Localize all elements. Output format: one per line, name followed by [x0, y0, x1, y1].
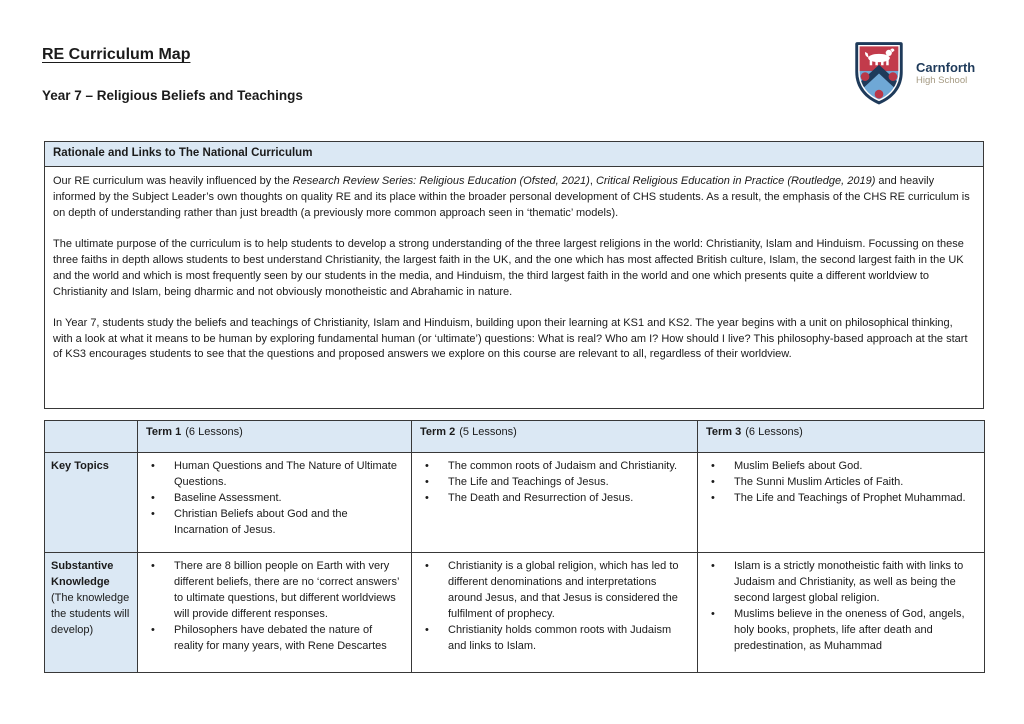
bullet-text: The Life and Teachings of Prophet Muhammad. [734, 491, 966, 504]
bullet-item [138, 459, 405, 491]
bullet-icon: • [151, 623, 155, 636]
row-label-text: Key Topics [51, 460, 109, 472]
curriculum-table [44, 420, 985, 673]
bullet-icon: • [425, 560, 429, 572]
bullet-icon: • [151, 491, 155, 504]
bullet-icon: • [151, 560, 155, 572]
bullet-text: Islam is a strictly monotheistic faith with links to Judaism and Christianity, as well as being the second largest global religion. [734, 560, 964, 604]
rationale-paragraph-2: The ultimate purpose of the curriculum is to help students to develop a strong understanding of the three largest religions in the world: Christianity, Islam and Hinduism. Focussing on these three faiths in depth allows students to best understand Christianity, the largest faith in the UK, and the one which has most affected British culture, Islam, the second largest faith in the UK and the world and which is most frequently seen by our students in the media, and Hinduism, the third largest faith in the world and one which presents quite a different worldview to Christianity and Islam, being dharmic and not obviously monotheistic and Abrahamic in nature. [53, 237, 964, 298]
bullet-item [698, 559, 978, 607]
table-corner-cell [45, 421, 138, 453]
key-topics-term3-cell [698, 453, 985, 553]
page-subtitle: Year 7 – Religious Beliefs and Teachings [42, 88, 303, 103]
bullet-item [138, 507, 405, 539]
bullet-item [138, 559, 405, 623]
page-title: RE Curriculum Map [42, 46, 191, 63]
bullet-text: The Life and Teachings of Jesus. [448, 475, 609, 488]
bullet-icon: • [711, 460, 715, 472]
key-topics-term1-cell [138, 453, 412, 553]
key-topics-term2-cell [412, 453, 698, 553]
bullet-icon: • [711, 607, 715, 620]
school-crest-icon [853, 40, 905, 111]
rationale-body [45, 167, 983, 408]
bullet-text: Christianity holds common roots with Judaism and links to Islam. [448, 623, 672, 652]
bullet-text: Christian Beliefs about God and the Incarnation of Jesus. [174, 507, 348, 536]
key-topics-row-label [45, 453, 138, 553]
term-1-label: Term 1 [146, 426, 182, 438]
bullet-icon: • [711, 475, 715, 488]
bullet-icon: • [151, 460, 155, 472]
term-2-label: Term 2 [420, 426, 456, 438]
bullet-icon: • [425, 475, 429, 488]
row-label-note: (The knowledge the students will develop) [51, 591, 130, 636]
bullet-item [698, 475, 978, 491]
rationale-paragraph-1 [53, 174, 975, 222]
bullet-text: Human Questions and The Nature of Ultimate Questions. [174, 460, 397, 488]
bullet-text: Muslims believe in the oneness of God, angels, holy books, prophets, life after death and predestination, as Muhammad [734, 607, 965, 652]
term-3-header [698, 421, 985, 453]
row-label-text: Substantive Knowledge [51, 560, 114, 588]
key-topics-row [45, 453, 985, 553]
rationale-paragraph-3: In Year 7, students study the beliefs and teachings of Christianity, Islam and Hinduism, building upon their learning at KS1 and KS2. The year begins with a unit on philosophical thinking, with a look at what it means to be human by exploring fundamental human (or ‘ultimate’) questions: What is real? Who am I? How should I live? This philosophy-based approach at the start of KS3 encourages students to see that the questions and proposed answers we explore on this course are relevant to all, regardless of their worldview. [53, 316, 968, 361]
substantive-term1-cell [138, 553, 412, 673]
substantive-knowledge-row-label [45, 553, 138, 673]
bullet-text: The common roots of Judaism and Christianity. [448, 460, 678, 472]
bullet-item [138, 491, 405, 507]
rationale-header: Rationale and Links to The National Curriculum [45, 142, 983, 167]
term-3-lessons: (6 Lessons) [745, 426, 803, 438]
school-logo [853, 40, 975, 111]
bullet-item [698, 607, 978, 655]
paragraph-segment: and heavily informed by the Subject Leader’s own thoughts on quality RE and its place within the broader personal development of CHS students. As a result, the emphasis of the CHS RE curriculum is on depth of understanding rather than just breadth (a previously more common approach seen in ‘thematic’ models). [53, 175, 970, 219]
term-2-lessons: (5 Lessons) [459, 426, 517, 438]
bullet-icon: • [151, 507, 155, 520]
bullet-text: There are 8 billion people on Earth with very different beliefs, there are no ‘correct answers’ to ultimate questions, but different worldviews will provide different responses. [174, 560, 400, 620]
substantive-term3-cell [698, 553, 985, 673]
term-1-lessons: (6 Lessons) [185, 426, 243, 438]
bullet-text: The Death and Resurrection of Jesus. [448, 491, 634, 504]
bullet-item [698, 491, 978, 507]
bullet-item [138, 623, 405, 655]
term-1-header [138, 421, 412, 453]
citation-routledge: Critical Religious Education in Practice (Routledge, 2019) [595, 175, 876, 187]
citation-ofsted: Research Review Series: Religious Education (Ofsted, 2021) [292, 175, 590, 187]
bullet-item [412, 459, 691, 475]
bullet-icon: • [425, 460, 429, 472]
term-3-label: Term 3 [706, 426, 742, 438]
paragraph-segment: Our RE curriculum was heavily influenced by the [53, 175, 293, 187]
school-logo-text [916, 61, 975, 111]
bullet-item [412, 491, 691, 507]
bullet-item [412, 623, 691, 655]
bullet-icon: • [425, 491, 429, 504]
bullet-icon: • [711, 560, 715, 572]
bullet-text: Baseline Assessment. [174, 491, 282, 504]
bullet-text: Muslim Beliefs about God. [734, 460, 863, 472]
bullet-text: The Sunni Muslim Articles of Faith. [734, 475, 904, 488]
table-header-row [45, 421, 985, 453]
bullet-item [412, 559, 691, 623]
bullet-item [412, 475, 691, 491]
bullet-text: Christianity is a global religion, which has led to different denominations and interpretations around Jesus, and that Jesus is considered the fulfilment of prophecy. [448, 560, 679, 620]
school-name: Carnforth [916, 60, 976, 75]
rationale-section [44, 141, 984, 409]
bullet-text: Philosophers have debated the nature of reality for many years, with Rene Descartes [174, 623, 387, 652]
bullet-icon: • [711, 491, 715, 504]
substantive-term2-cell [412, 553, 698, 673]
substantive-knowledge-row [45, 553, 985, 673]
paragraph-segment: , [589, 175, 596, 187]
bullet-item [698, 459, 978, 475]
school-type: High School [916, 74, 968, 86]
term-2-header [412, 421, 698, 453]
bullet-icon: • [425, 623, 429, 636]
